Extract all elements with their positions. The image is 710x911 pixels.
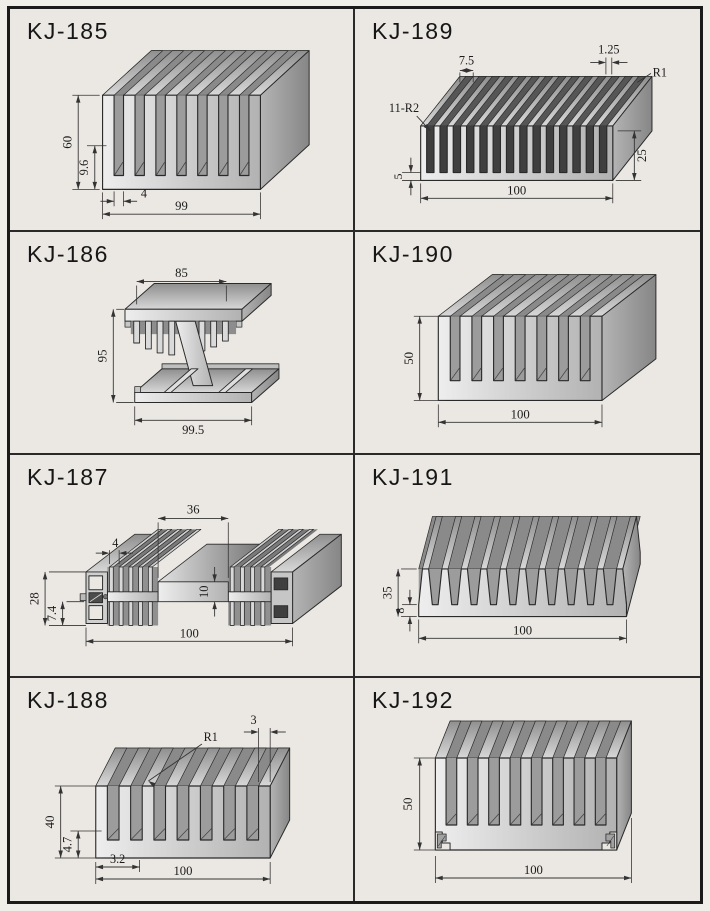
dim-label: 100 (173, 863, 193, 879)
cell-kj-188 (10, 678, 355, 901)
dim-label: 35 (380, 586, 395, 600)
dim-label: 50 (400, 797, 415, 811)
dim-label: 9.6 (77, 159, 91, 176)
dim-label: 36 (186, 502, 200, 517)
dim-label: 99.5 (182, 423, 205, 438)
dim-label: 100 (507, 183, 527, 198)
dim-label: 4 (112, 536, 119, 551)
heatsink-figure (380, 516, 640, 643)
dim-label: R1 (203, 729, 218, 745)
heatsink-figure (389, 43, 667, 204)
heatsink-figure (27, 502, 341, 646)
dim-label: 7.4 (44, 605, 59, 622)
profile-code: KJ-185 (27, 18, 109, 44)
page-frame (7, 6, 703, 904)
dim-label: 85 (175, 265, 188, 281)
dim-label: 100 (179, 626, 199, 641)
cell-kj-186 (10, 232, 355, 455)
dim-label: 100 (513, 623, 533, 638)
dim-label: 10 (196, 585, 211, 598)
profile-code: KJ-192 (372, 687, 454, 713)
dim-label: R1 (652, 65, 667, 80)
dim-label: 3.2 (110, 851, 126, 867)
dim-label: 40 (42, 815, 57, 829)
heatsink-figure (96, 266, 279, 437)
profile-code: KJ-186 (27, 241, 109, 267)
dim-label: 60 (60, 135, 75, 149)
dim-label: 100 (523, 862, 543, 878)
cell-kj-192 (355, 678, 700, 901)
profile-code: KJ-189 (372, 18, 454, 44)
profile-code: KJ-187 (27, 464, 109, 490)
dim-label: 95 (95, 349, 110, 363)
cell-kj-190 (355, 232, 700, 455)
cell-kj-189 (355, 9, 700, 232)
dim-label: 4.7 (60, 836, 75, 853)
profile-code: KJ-191 (372, 464, 454, 490)
dim-label: 25 (635, 149, 650, 163)
dim-label: 11-R2 (388, 101, 420, 116)
heatsink-figure (60, 51, 309, 219)
dim-label: 4 (140, 186, 147, 201)
dim-label: 99 (175, 199, 188, 214)
profile-code: KJ-188 (27, 687, 109, 713)
cell-kj-185 (10, 9, 355, 232)
cell-kj-187 (10, 455, 355, 678)
heatsink-figure (402, 275, 656, 428)
dim-label: 3 (250, 712, 257, 728)
dim-label: 28 (27, 592, 42, 606)
heatsink-figure (43, 713, 290, 884)
dim-label: 100 (510, 407, 530, 422)
cell-kj-191 (355, 455, 700, 678)
dim-label: 5 (391, 173, 406, 180)
dim-label: 1.25 (598, 42, 620, 57)
dim-label: 8 (393, 607, 407, 614)
heatsink-figure (401, 721, 631, 883)
dim-label: 50 (401, 351, 416, 365)
profile-code: KJ-190 (372, 241, 454, 267)
dim-label: 7.5 (458, 53, 475, 68)
